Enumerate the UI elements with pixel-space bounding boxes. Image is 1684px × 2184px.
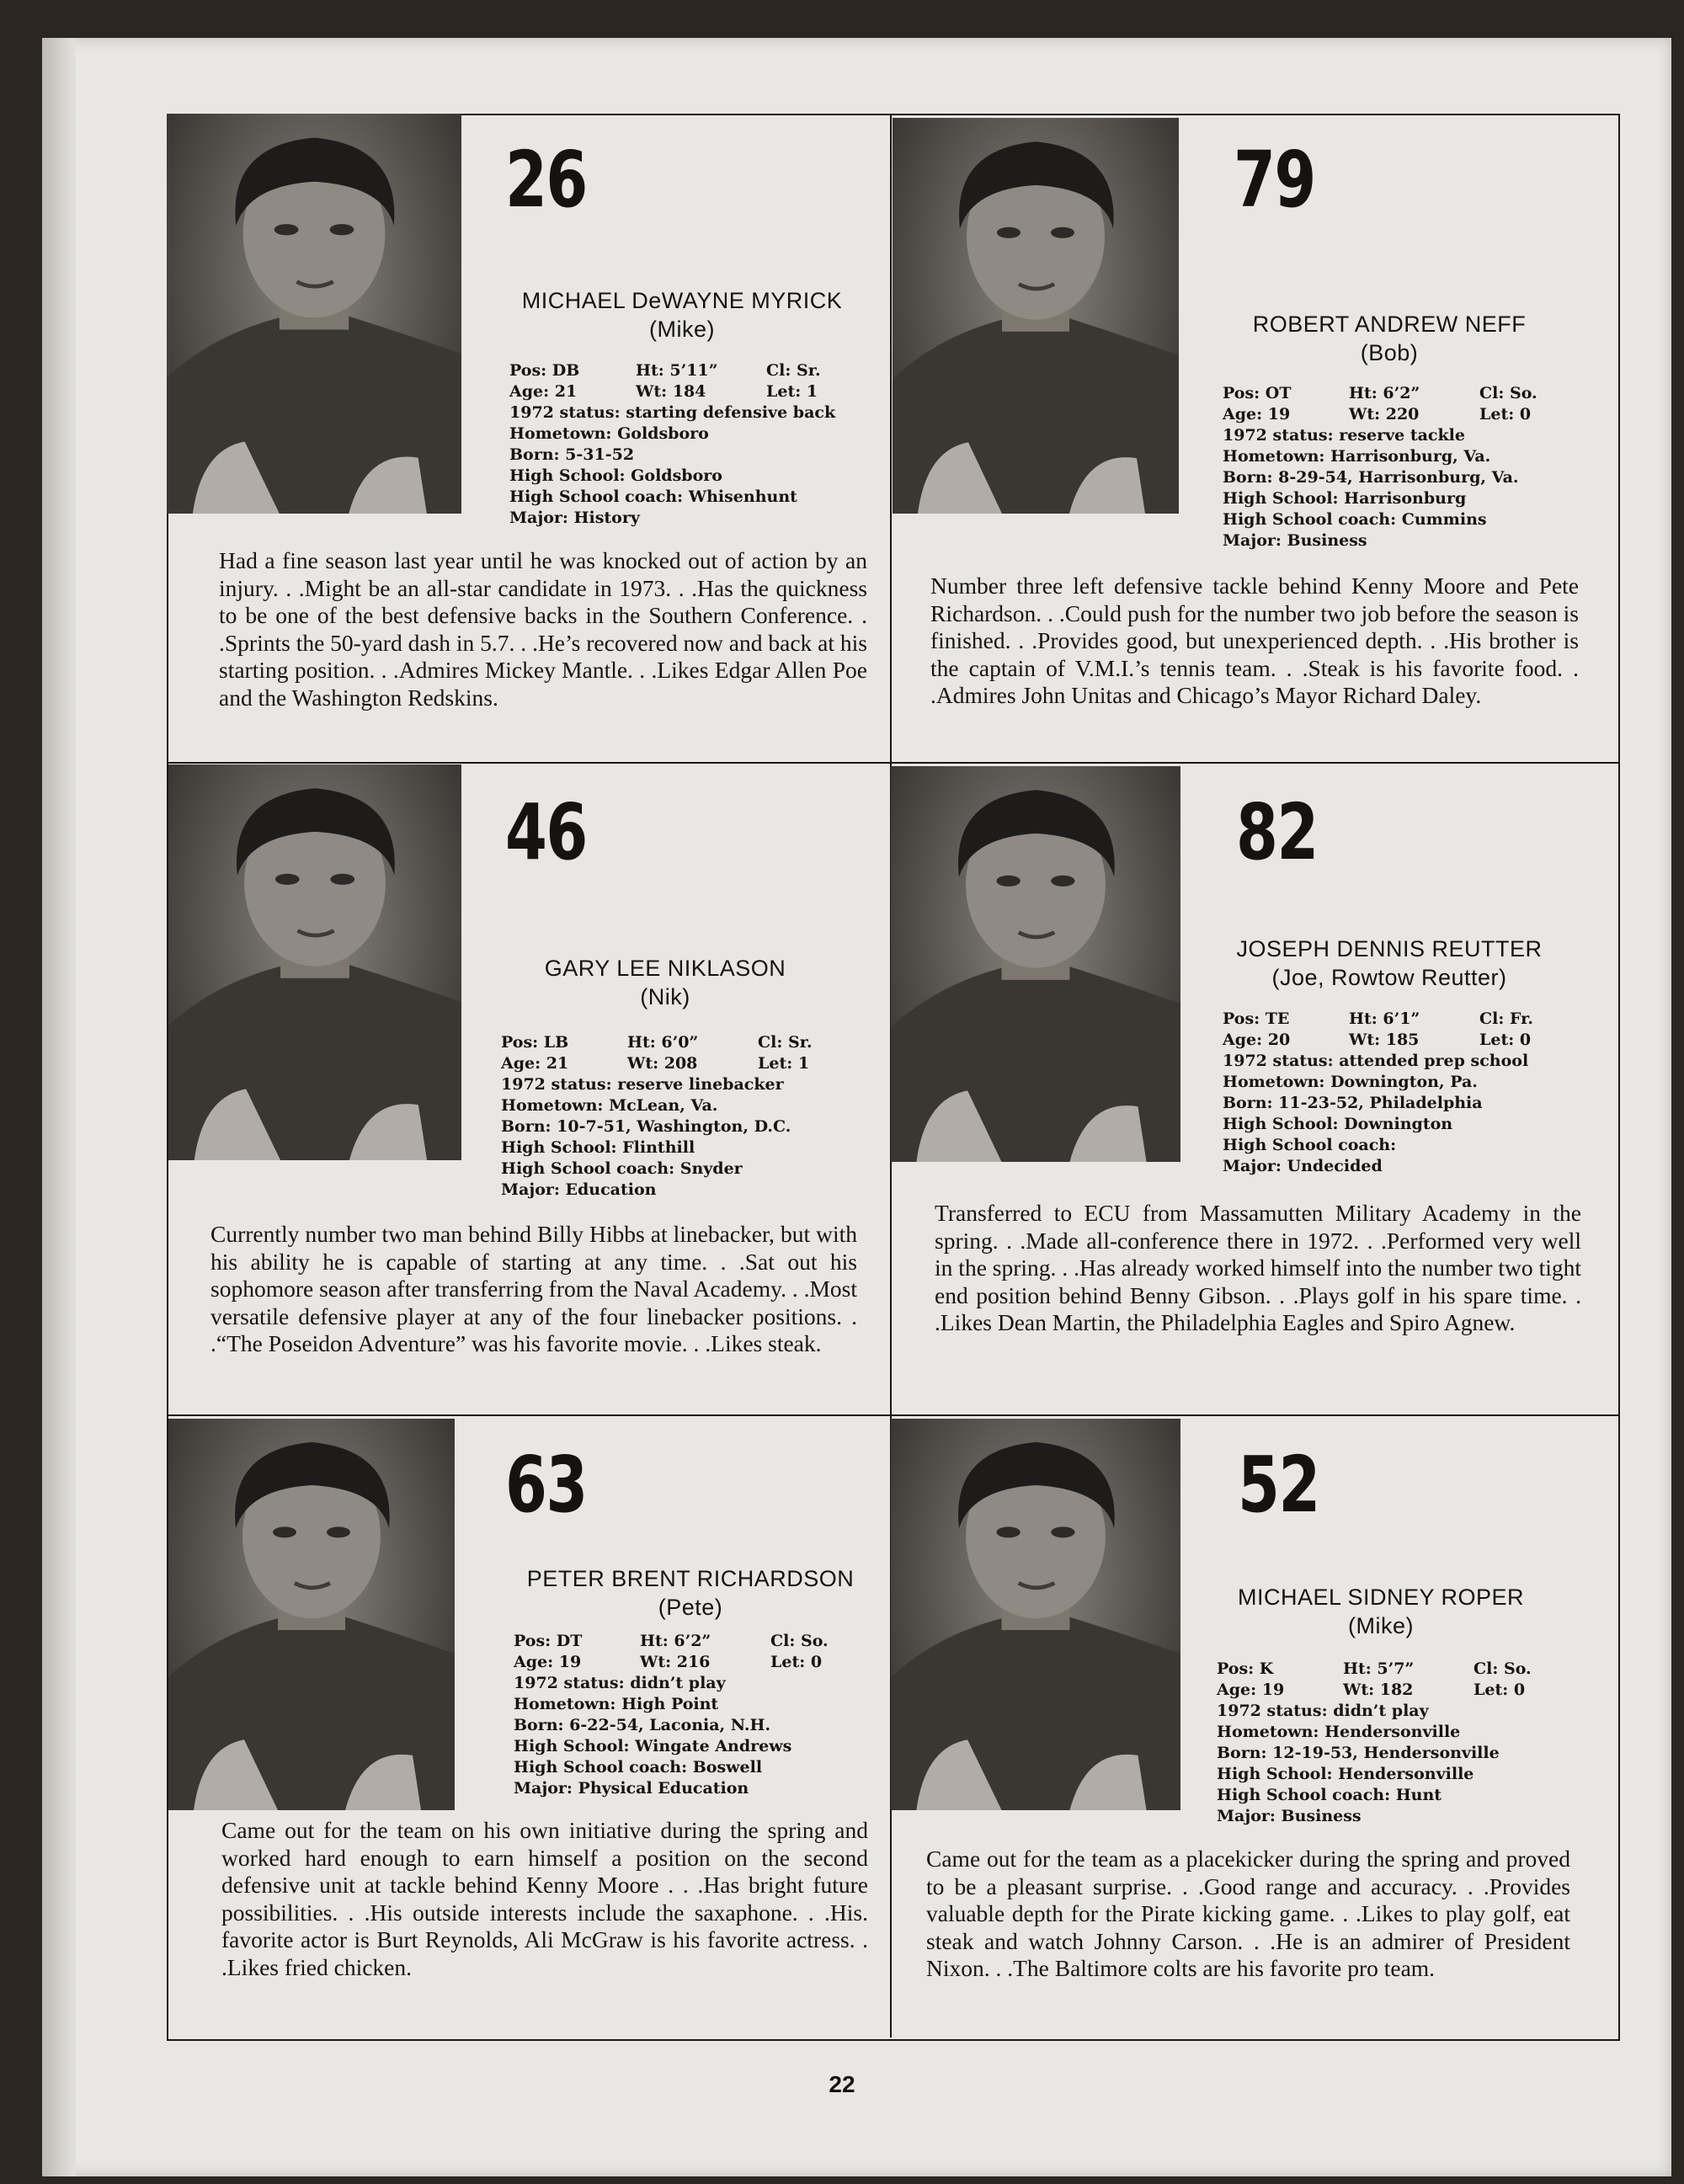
position: Pos: DT — [514, 1632, 583, 1650]
height: Ht: 5’7” — [1343, 1659, 1415, 1678]
player-stats — [1223, 1009, 1533, 1177]
born: Born: 12-19-53, Hendersonville — [1217, 1744, 1500, 1762]
player-name — [472, 954, 859, 1011]
major: Major: History — [509, 509, 640, 527]
class: Cl: So. — [770, 1632, 829, 1650]
page-number: 22 — [829, 2071, 855, 2097]
jersey-number: 82 — [1236, 787, 1318, 877]
height: Ht: 6’0” — [627, 1033, 699, 1052]
hometown: Hometown: Goldsboro — [509, 424, 709, 443]
status: 1972 status: reserve linebacker — [501, 1075, 784, 1094]
jersey-number: 52 — [1238, 1440, 1319, 1530]
hometown: Hometown: High Point — [514, 1695, 719, 1713]
nickname: (Joe, Rowtow Reutter) — [1271, 965, 1507, 990]
player-name — [1196, 310, 1583, 367]
letters: Let: 1 — [766, 382, 818, 401]
player-stats — [1217, 1659, 1532, 1827]
player-stats — [509, 360, 835, 529]
class: Cl: Fr. — [1479, 1009, 1534, 1028]
born: Born: 5-31-52 — [509, 445, 635, 464]
weight: Wt: 208 — [627, 1054, 698, 1073]
class: Cl: So. — [1474, 1659, 1532, 1678]
letters: Let: 0 — [1479, 405, 1532, 423]
letters: Let: 1 — [758, 1054, 810, 1073]
born: Born: 10-7-51, Washington, D.C. — [501, 1117, 791, 1136]
full-name: GARY LEE NIKLASON — [544, 956, 786, 981]
high-school: High School: Hendersonville — [1217, 1765, 1474, 1783]
nickname: (Nik) — [640, 984, 690, 1009]
row-divider — [167, 762, 1618, 764]
player-name — [1187, 1583, 1575, 1640]
player-bio: Came out for the team on his own initiative during the spring and worked hard enough to earn himself a position on the second defensive unit at tackle behind Kenny Moore . . .Has bright future possibilities. . .His outside interests include the saxaphone. . .His. favorite actor is Burt Reynolds, Ali McGraw is his favorite actress. . .Likes fried chicken. — [221, 1817, 868, 1980]
major: Major: Education — [501, 1180, 657, 1199]
born: Born: 11-23-52, Philadelphia — [1223, 1094, 1483, 1112]
high-school-coach: High School coach: Snyder — [501, 1159, 743, 1178]
player-stats — [501, 1032, 813, 1201]
position: Pos: K — [1217, 1659, 1274, 1678]
position: Pos: LB — [501, 1033, 569, 1052]
height: Ht: 6’2” — [1349, 384, 1420, 402]
position: Pos: TE — [1223, 1009, 1290, 1028]
nickname: (Mike) — [649, 317, 715, 342]
player-photo — [167, 114, 461, 514]
letters: Let: 0 — [770, 1653, 823, 1671]
player-bio: Had a fine season last year until he was knocked out of action by an injury. . .Might be an all-star candidate in 1973. . .Has the quickness to be one of the best defensive backs in the Southern Conference. . .Sprints the 50-yard dash in 5.7. . .He’s recovered now and back at his starting position. . .Admires Mickey Mantle. . .Likes Edgar Allen Poe and the Washington Redskins. — [219, 547, 867, 711]
player-bio: Currently number two man behind Billy Hibbs at linebacker, but with his ability he is capable of starting at any time. . .Sat out his sophomore season after transferring from the Naval Academy. . .Most versatile defensive player at any of the four linebacker positions. . .“The Poseidon Adventure” was his favorite movie. . .Likes steak. — [210, 1221, 857, 1356]
status: 1972 status: didn’t play — [1217, 1702, 1429, 1720]
player-bio: Number three left defensive tackle behind Kenny Moore and Pete Richardson. . .Could push for the number two job before the season is finished. . .Provides good, but unexperienced depth. . .His brother is the captain of V.M.I.’s tennis team. . .Steak is his favorite food. . .Admires John Unitas and Chicago’s Mayor Richard Daley. — [930, 573, 1579, 708]
player-stats — [514, 1631, 829, 1799]
player-photo — [891, 1419, 1180, 1810]
nickname: (Bob) — [1360, 340, 1419, 365]
player-photo — [168, 764, 461, 1160]
weight: Wt: 216 — [640, 1653, 711, 1671]
row-divider — [167, 1414, 1618, 1416]
high-school-coach: High School coach: — [1223, 1136, 1397, 1154]
major: Major: Physical Education — [514, 1779, 749, 1798]
high-school: High School: Downington — [1223, 1115, 1453, 1133]
player-name — [497, 1564, 884, 1622]
status: 1972 status: starting defensive back — [509, 403, 836, 422]
hometown: Hometown: Harrisonburg, Va. — [1223, 447, 1491, 466]
high-school-coach: High School coach: Whisenhunt — [509, 487, 797, 506]
player-photo — [891, 766, 1180, 1162]
hometown: Hometown: Hendersonville — [1217, 1723, 1461, 1741]
full-name: PETER BRENT RICHARDSON — [526, 1566, 855, 1591]
major: Major: Undecided — [1223, 1157, 1383, 1175]
nickname: (Pete) — [658, 1595, 723, 1620]
letters: Let: 0 — [1474, 1681, 1526, 1699]
born: Born: 6-22-54, Laconia, N.H. — [514, 1716, 771, 1734]
class: Cl: Sr. — [766, 361, 821, 380]
weight: Wt: 182 — [1343, 1681, 1414, 1699]
player-photo — [168, 1419, 455, 1810]
age: Age: 21 — [509, 382, 578, 401]
nickname: (Mike) — [1348, 1613, 1414, 1638]
height: Ht: 5’11” — [636, 361, 718, 380]
player-photo — [893, 118, 1179, 514]
status: 1972 status: reserve tackle — [1223, 426, 1465, 445]
height: Ht: 6’2” — [640, 1632, 711, 1650]
jersey-number: 26 — [505, 135, 587, 225]
high-school: High School: Wingate Andrews — [514, 1737, 792, 1755]
letters: Let: 0 — [1479, 1031, 1532, 1049]
weight: Wt: 184 — [636, 382, 706, 401]
major: Major: Business — [1223, 531, 1367, 550]
age: Age: 19 — [1223, 405, 1291, 423]
age: Age: 19 — [1217, 1681, 1285, 1699]
full-name: ROBERT ANDREW NEFF — [1252, 312, 1527, 337]
position: Pos: DB — [509, 361, 580, 380]
jersey-number: 46 — [505, 787, 587, 877]
high-school: High School: Harrisonburg — [1223, 489, 1467, 508]
age: Age: 20 — [1223, 1031, 1291, 1049]
high-school-coach: High School coach: Cummins — [1223, 510, 1487, 529]
high-school: High School: Goldsboro — [509, 466, 722, 485]
born: Born: 8-29-54, Harrisonburg, Va. — [1223, 468, 1519, 487]
weight: Wt: 220 — [1349, 405, 1420, 423]
hometown: Hometown: Downington, Pa. — [1223, 1073, 1478, 1091]
position: Pos: OT — [1223, 384, 1292, 402]
age: Age: 19 — [514, 1653, 582, 1671]
full-name: MICHAEL DeWAYNE MYRICK — [521, 288, 843, 313]
player-bio: Came out for the team as a placekicker during the spring and proved to be a pleasant surprise. . .Good range and accuracy. . .Provides valuable depth for the Pirate kicking game. . .Likes to play golf, eat steak and watch Johnny Carson. . .He is an admirer of President Nixon. . .The Baltimore colts are his favorite pro team. — [926, 1846, 1570, 1981]
class: Cl: Sr. — [758, 1033, 813, 1052]
high-school-coach: High School coach: Boswell — [514, 1758, 763, 1776]
age: Age: 21 — [501, 1054, 569, 1073]
player-stats — [1223, 383, 1537, 551]
player-bio: Transferred to ECU from Massamutten Military Academy in the spring. . .Made all-conference there in 1972. . .Performed very well in the spring. . .Has already worked himself into the number two tight end position behind Benny Gibson. . .Plays golf in his spare time. . .Likes Dean Martin, the Philadelphia Eagles and Spiro Agnew. — [935, 1200, 1581, 1335]
high-school-coach: High School coach: Hunt — [1217, 1786, 1442, 1804]
high-school: High School: Flinthill — [501, 1138, 695, 1157]
class: Cl: So. — [1479, 384, 1537, 402]
player-name — [488, 286, 876, 344]
hometown: Hometown: McLean, Va. — [501, 1096, 718, 1115]
page-binding-edge — [42, 38, 76, 2176]
major: Major: Business — [1217, 1807, 1362, 1825]
player-name — [1196, 935, 1583, 992]
jersey-number: 79 — [1234, 135, 1315, 225]
weight: Wt: 185 — [1349, 1031, 1420, 1049]
full-name: JOSEPH DENNIS REUTTER — [1236, 936, 1543, 961]
full-name: MICHAEL SIDNEY ROPER — [1237, 1585, 1525, 1610]
jersey-number: 63 — [505, 1440, 587, 1530]
status: 1972 status: didn’t play — [514, 1674, 726, 1692]
height: Ht: 6’1” — [1349, 1009, 1420, 1028]
status: 1972 status: attended prep school — [1223, 1052, 1529, 1070]
